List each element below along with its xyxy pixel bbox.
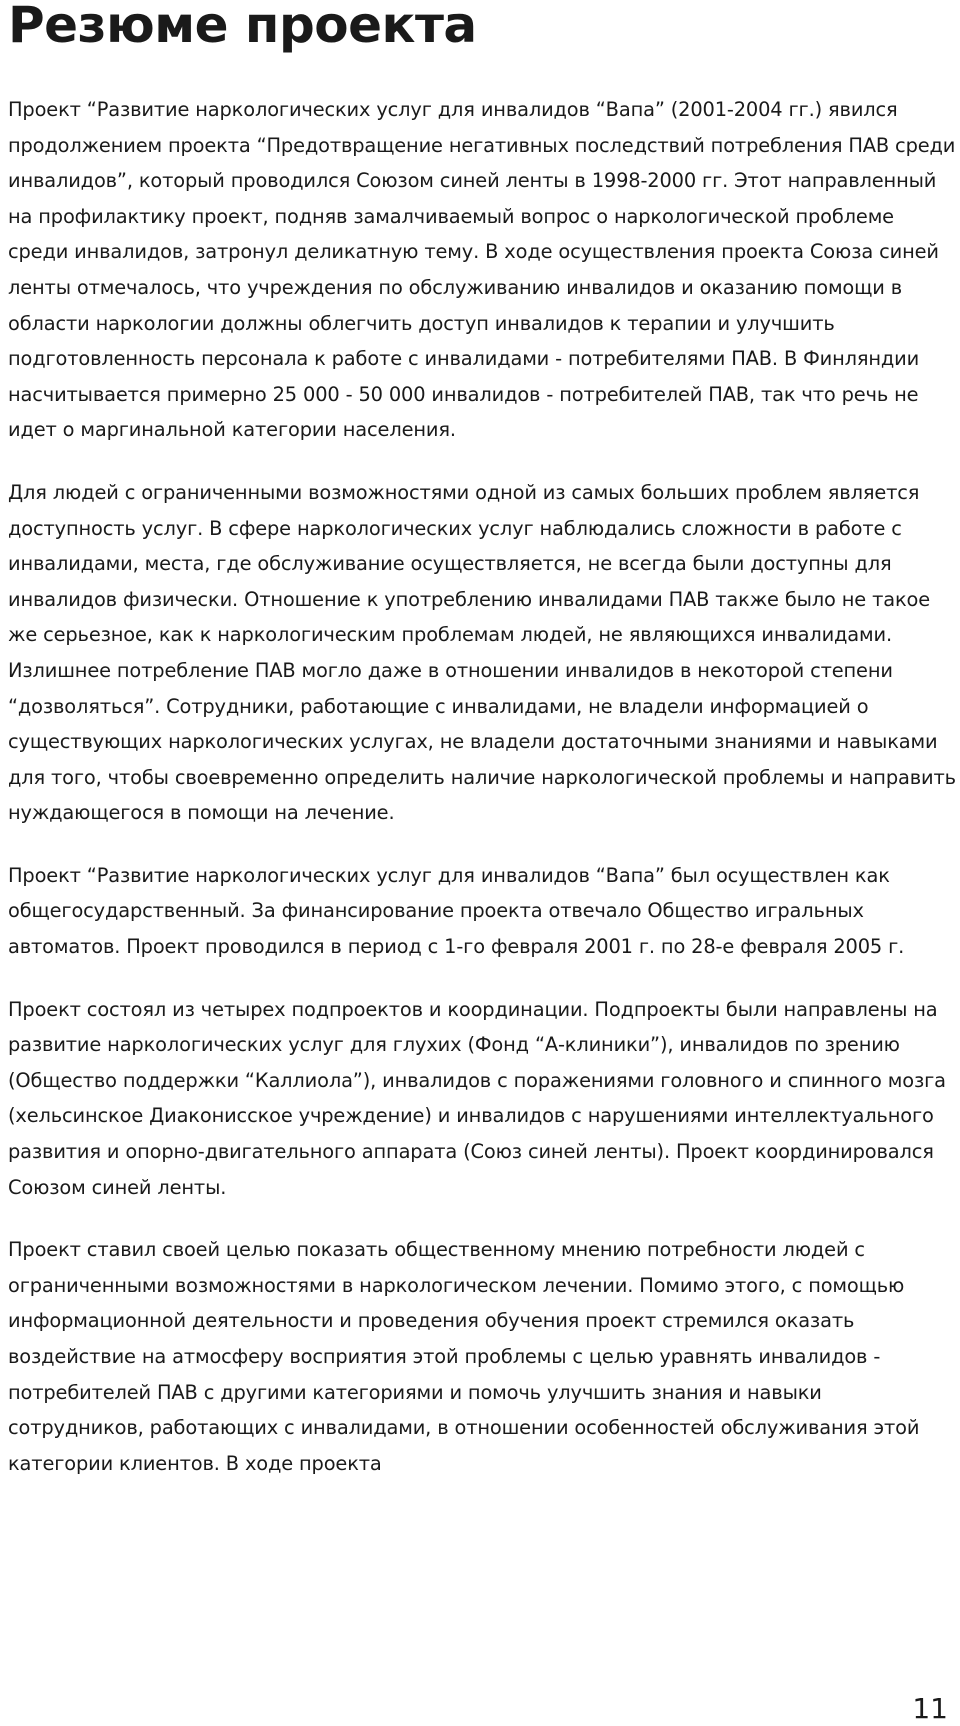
page-title: Резюме проекта bbox=[8, 0, 477, 54]
paragraph-2: Для людей с ограниченными возможностями одной из самых больших проблем является доступность услуг. В сфере наркологических услуг наблюдались сложности в работе с инвалидами, места, где обслуживание осуществляется, не всегда были доступны для инвалидов физически. Отношение к употреблению инвалидами ПАВ также было не такое же серьезное, как к наркологическим проблемам людей, не являющихся инвалидами. Излишнее потребление ПАВ могло даже в отношении инвалидов в некоторой степени “дозволяться”. Сотрудники, работающие с инвалидами, не владели информацией о существующих наркологических услугах, не владели достаточными знаниями и навыками для того, чтобы своевременно определить наличие наркологической проблемы и направить нуждающегося в помощи на лечение. bbox=[8, 480, 956, 825]
page-number: 11 bbox=[912, 1692, 948, 1725]
paragraph-4: Проект состоял из четырех подпроектов и координации. Подпроекты были направлены на развитие наркологических услуг для глухих (Фонд “А-клиники”), инвалидов по зрению (Общество поддержки “Каллиола”), инвалидов с поражениями головного и спинного мозга (хельсинское Диаконисское учреждение) и инвалидов с нарушениями интеллектуального развития и опорно-двигательного аппарата (Союз синей ленты). Проект координировался Союзом синей ленты. bbox=[8, 997, 946, 1199]
paragraph-1: Проект “Развитие наркологических услуг для инвалидов “Вапа” (2001-2004 гг.) явился продолжением проекта “Предотвращение негативных последствий потребления ПАВ среди инвалидов”, который проводился Союзом синей ленты в 1998-2000 гг. Этот направленный на профилактику проект, подняв замалчиваемый вопрос о наркологической проблеме среди инвалидов, затронул деликатную тему. В ходе осуществления проекта Союза синей ленты отмечалось, что учреждения по обслуживанию инвалидов и оказанию помощи в области наркологии должны облегчить доступ инвалидов к терапии и улучшить подготовленность персонала к работе с инвалидами - потребителями ПАВ. В Финляндии насчитывается примерно 25 000 - 50 000 инвалидов - потребителей ПАВ, так что речь не идет о маргинальной категории населения. bbox=[8, 98, 956, 442]
paragraph-3: Проект “Развитие наркологических услуг для инвалидов “Вапа” был осуществлен как общегосударственный. За финансирование проекта отвечало Общество игральных автоматов. Проект проводился в период с 1-го февраля 2001 г. по 28-е февраля 2005 г. bbox=[8, 863, 905, 959]
document-page bbox=[8, 0, 956, 1481]
paragraph-5: Проект ставил своей целью показать общественному мнению потребности людей с ограниченными возможностями в наркологическом лечении. Помимо этого, с помощью информационной деятельности и проведения обучения проект стремился оказать воздействие на атмосферу восприятия этой проблемы с целью уравнять инвалидов - потребителей ПАВ с другими категориями и помочь улучшить знания и навыки сотрудников, работающих с инвалидами, в отношении особенностей обслуживания этой категории клиентов. В ходе проекта bbox=[8, 1238, 920, 1475]
